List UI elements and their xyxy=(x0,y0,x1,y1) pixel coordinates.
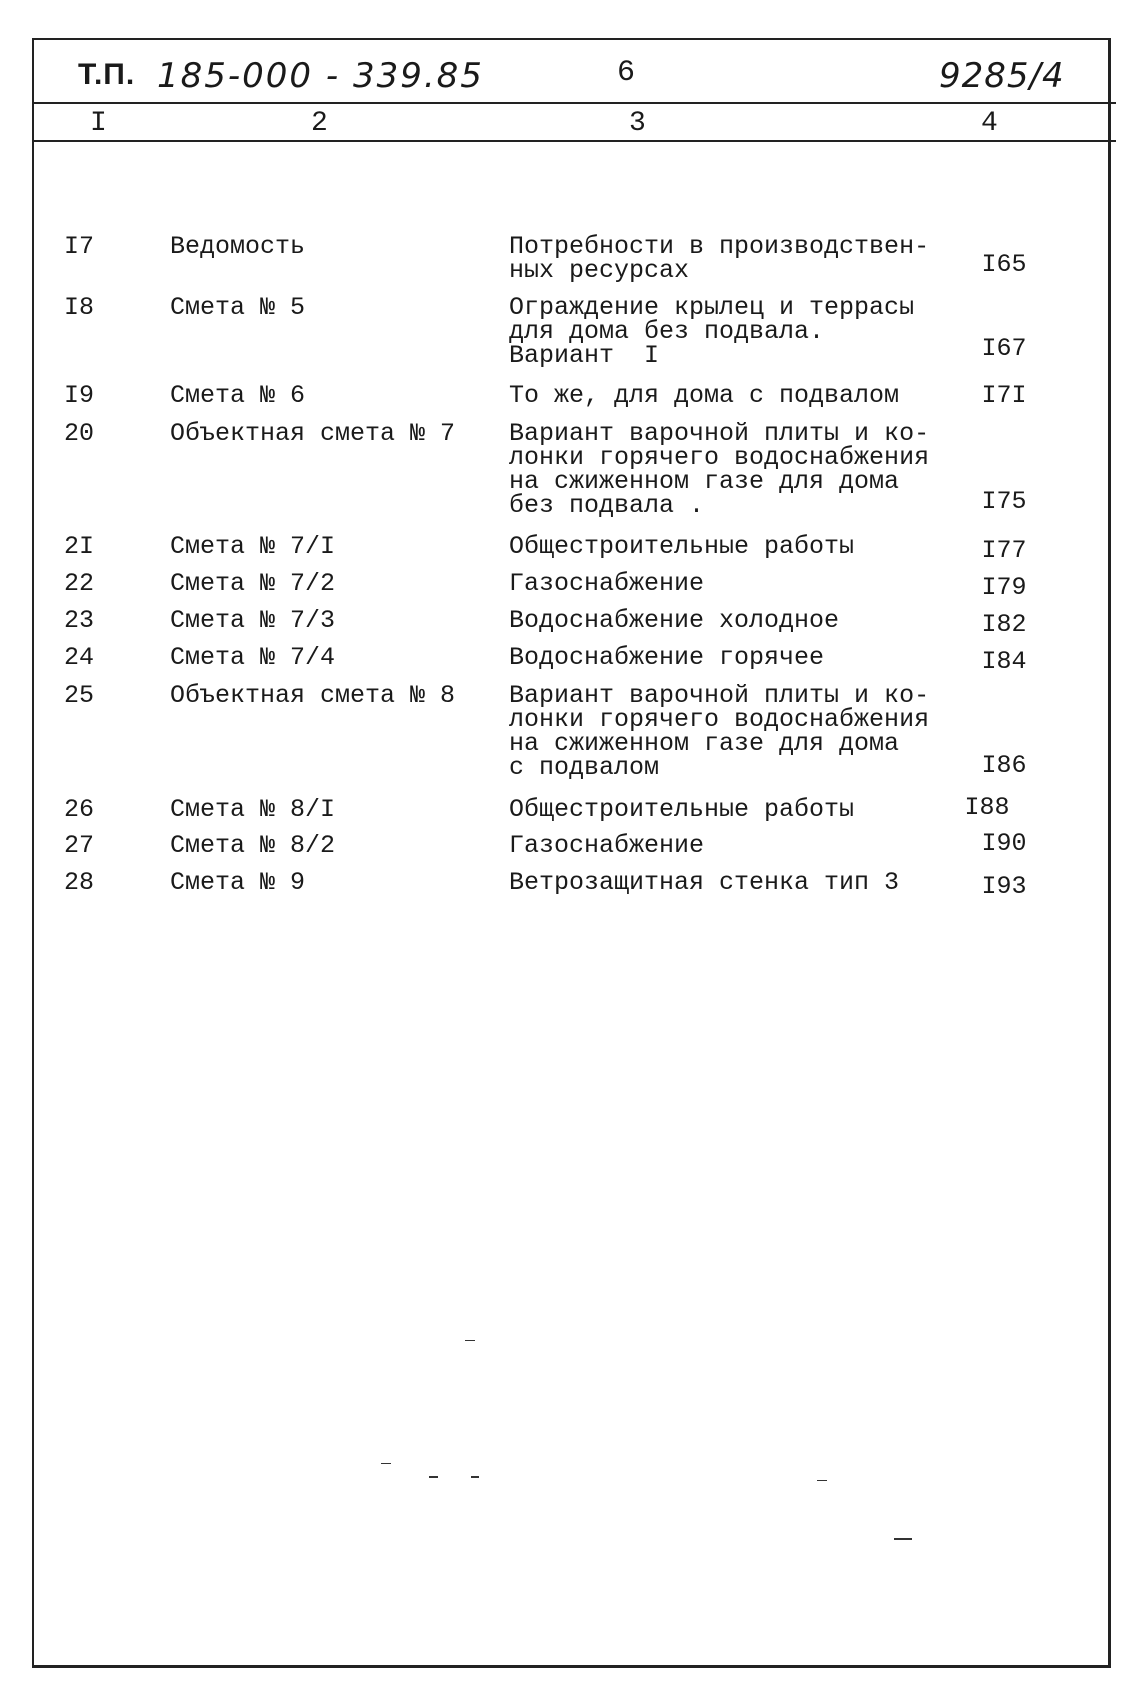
description-line: лонки горячего водоснабжения xyxy=(509,443,930,472)
description-line: ных ресурсах xyxy=(509,256,690,285)
description-line: Газоснабжение xyxy=(509,569,705,598)
row-number: I9 xyxy=(64,381,95,410)
description-line: на сжиженном газе для дома xyxy=(509,729,900,758)
description-line: для дома без подвала. xyxy=(509,317,825,346)
doc-type: Смета № 5 xyxy=(170,293,306,322)
description xyxy=(509,795,949,824)
description-line: Водоснабжение горячее xyxy=(509,643,825,672)
page-ref: I77 xyxy=(981,536,1027,565)
doc-type: Смета № 8/2 xyxy=(170,831,336,860)
doc-type: Смета № 9 xyxy=(170,868,306,897)
description-line: То же, для дома с подвалом xyxy=(509,381,900,410)
description xyxy=(509,681,949,782)
description-line: Ветрозащитная стенка тип 3 xyxy=(509,868,900,897)
page-ref: I79 xyxy=(981,573,1027,602)
description-line: лонки горячего водоснабжения xyxy=(509,705,930,734)
doc-type: Объектная смета № 7 xyxy=(170,419,456,448)
description-line: Газоснабжение xyxy=(509,831,705,860)
description-line: с подвалом xyxy=(509,753,660,782)
description xyxy=(509,606,949,635)
page-ref: I88 xyxy=(964,793,1010,822)
doc-type: Ведомость xyxy=(170,232,306,261)
page-ref: I86 xyxy=(981,751,1027,780)
doc-type: Смета № 7/3 xyxy=(170,606,336,635)
description-line: Вариант I xyxy=(509,341,660,370)
doc-type: Смета № 6 xyxy=(170,381,306,410)
document-sheet xyxy=(32,38,1111,1668)
description-line: Ограждение крылец и террасы xyxy=(509,293,915,322)
tp-code: 185-000 - 339.85 xyxy=(157,56,484,96)
description-line: Вариант варочной плиты и ко- xyxy=(509,681,930,710)
scan-speck xyxy=(381,1463,391,1464)
page-number: 6 xyxy=(617,56,636,90)
scan-speck xyxy=(817,1480,827,1481)
description-line: Водоснабжение холодное xyxy=(509,606,840,635)
doc-type: Смета № 8/I xyxy=(170,795,336,824)
description xyxy=(509,293,949,370)
description-line: Потребности в производствен- xyxy=(509,232,930,261)
scan-speck xyxy=(465,1340,475,1341)
scan-speck xyxy=(471,1476,479,1478)
description-line: Вариант варочной плиты и ко- xyxy=(509,419,930,448)
page-ref: I93 xyxy=(981,872,1027,901)
column-number: I xyxy=(90,108,107,139)
scan-speck xyxy=(429,1476,438,1478)
page-ref: I65 xyxy=(981,250,1027,279)
row-number: 23 xyxy=(64,606,95,635)
row-number: 28 xyxy=(64,868,95,897)
row-number: 25 xyxy=(64,681,95,710)
description xyxy=(509,831,949,860)
page-ref: I7I xyxy=(981,381,1027,410)
description xyxy=(509,643,949,672)
scan-speck xyxy=(894,1538,912,1540)
description-line: без подвала . xyxy=(509,491,705,520)
page-ref: I67 xyxy=(981,334,1027,363)
tp-label: Т.П. xyxy=(78,58,136,91)
column-number: 2 xyxy=(311,108,328,139)
description xyxy=(509,569,949,598)
column-number: 3 xyxy=(629,108,646,139)
doc-type: Смета № 7/2 xyxy=(170,569,336,598)
inventory-number: 9285/4 xyxy=(939,56,1065,96)
row-number: 2I xyxy=(64,532,95,561)
description-line: на сжиженном газе для дома xyxy=(509,467,900,496)
doc-type: Смета № 7/4 xyxy=(170,643,336,672)
doc-type: Смета № 7/I xyxy=(170,532,336,561)
row-number: I8 xyxy=(64,293,95,322)
description xyxy=(509,232,949,285)
description-line: Общестроительные работы xyxy=(509,532,855,561)
column-header-divider xyxy=(34,140,1116,142)
row-number: I7 xyxy=(64,232,95,261)
row-number: 24 xyxy=(64,643,95,672)
title-block xyxy=(34,40,1108,102)
doc-type: Объектная смета № 8 xyxy=(170,681,456,710)
row-number: 27 xyxy=(64,831,95,860)
column-number: 4 xyxy=(981,108,998,139)
page-ref: I90 xyxy=(981,829,1027,858)
row-number: 22 xyxy=(64,569,95,598)
description xyxy=(509,532,949,561)
page-ref: I75 xyxy=(981,487,1027,516)
page-ref: I84 xyxy=(981,647,1027,676)
page-ref: I82 xyxy=(981,610,1027,639)
description xyxy=(509,419,949,520)
description xyxy=(509,381,949,410)
description-line: Общестроительные работы xyxy=(509,795,855,824)
description xyxy=(509,868,949,897)
row-number: 20 xyxy=(64,419,95,448)
row-number: 26 xyxy=(64,795,95,824)
